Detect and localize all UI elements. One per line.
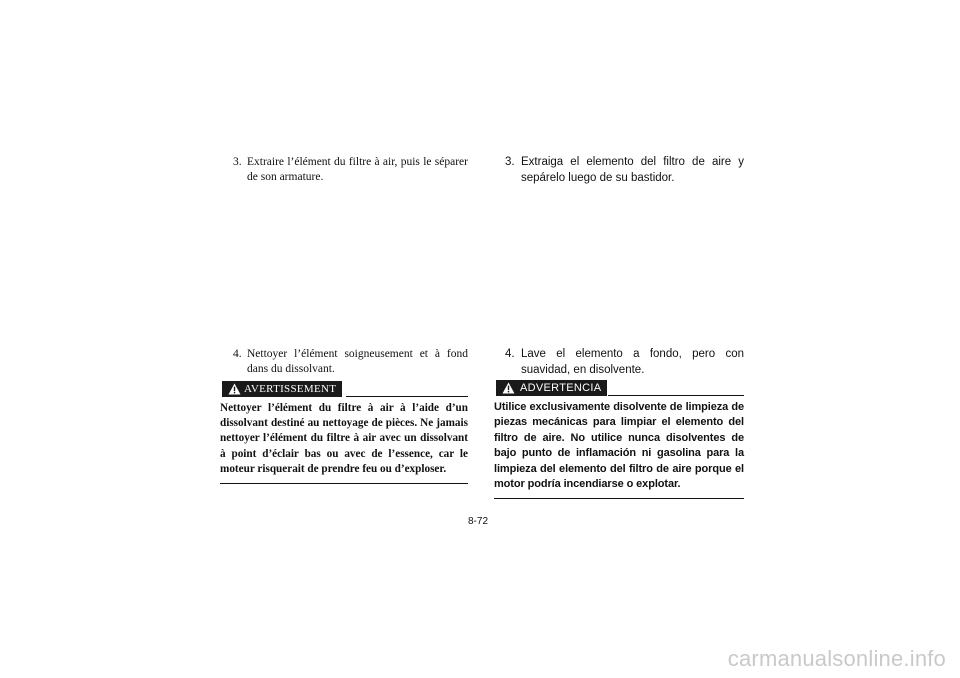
warning-header <box>494 380 744 396</box>
warning-label-text: ADVERTENCIA <box>520 382 602 394</box>
warning-header-rule <box>346 396 468 397</box>
warning-header <box>220 381 468 397</box>
spanish-step-3 <box>494 154 744 186</box>
spanish-step-4 <box>494 346 744 378</box>
step-text: Extraire l’élément du filtre à air, puis le séparer de son armature. <box>247 156 468 183</box>
watermark: carmanualsonline.info <box>727 646 946 671</box>
warning-label <box>222 381 342 397</box>
step-number: 4. <box>233 348 242 360</box>
warning-header-rule <box>608 395 744 396</box>
french-warning-box <box>220 381 468 484</box>
warning-label-text: AVERTISSEMENT <box>244 383 337 395</box>
step-text: Nettoyer l’élément soigneusement et à fond dans du dissolvant. <box>247 348 468 375</box>
page-number: 8-72 <box>468 516 489 527</box>
spanish-warning-box <box>494 380 744 499</box>
warning-label <box>496 380 607 396</box>
french-step-3 <box>220 155 468 185</box>
warning-triangle-icon <box>502 382 515 394</box>
step-number: 3. <box>233 156 242 168</box>
french-step-4 <box>220 347 468 377</box>
warning-triangle-icon <box>228 383 241 395</box>
step-number: 3. <box>505 156 515 168</box>
step-number: 4. <box>505 348 515 360</box>
warning-text: Utilice exclusivamente disolvente de limpieza de piezas mecánicas para limpiar el elemento del filtro de aire. No utilice nunca disolventes de bajo punto de inflamación ni gasolina para la limpieza del elemento del filtro de aire porque el motor podría incendiarse o explotar. <box>494 400 744 499</box>
warning-text: Nettoyer l’élément du filtre à air à l’aide d’un dissolvant destiné au nettoyage de pièces. Ne jamais nettoyer l’élément du filtre à air avec un dissolvant à point d’éclair bas ou avec de l’essence, car le moteur risquerait de prendre feu ou d’exploser. <box>220 401 468 484</box>
step-text: Lave el elemento a fondo, pero con suavidad, en disolvente. <box>521 348 744 376</box>
step-text: Extraiga el elemento del filtro de aire y sepárelo luego de su bastidor. <box>521 156 744 184</box>
